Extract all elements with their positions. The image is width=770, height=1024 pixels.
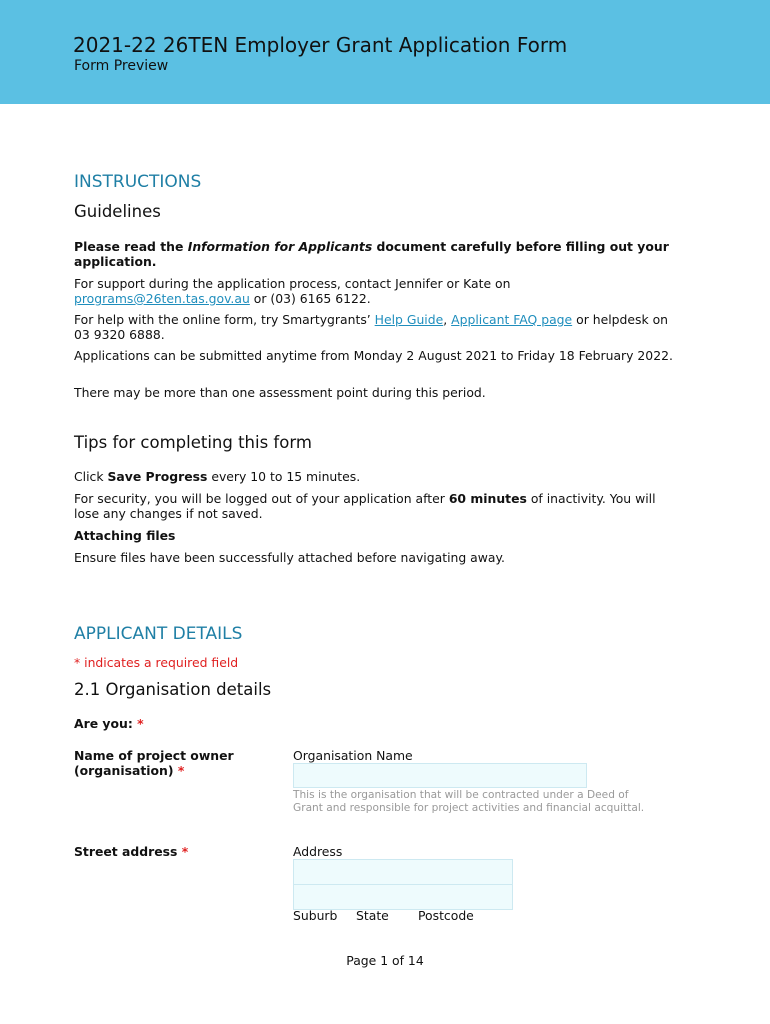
street-address-label: [74, 844, 188, 859]
attaching-files-text: Ensure files have been successfully attached before navigating away.: [74, 550, 505, 565]
required-star: *: [181, 844, 189, 859]
page-number: Page 1 of 14: [346, 953, 424, 968]
attaching-files-heading: Attaching files: [74, 528, 176, 543]
tip1-suffix: every 10 to 15 minutes.: [207, 469, 361, 484]
applicant-details-section-title: APPLICANT DETAILS: [74, 624, 243, 644]
project-owner-text: Name of project owner (organisation): [74, 748, 234, 778]
form-title: 2021-22 26TEN Employer Grant Application Form: [73, 33, 568, 57]
organisation-details-heading: 2.1 Organisation details: [74, 680, 272, 699]
online-help-paragraph: [74, 312, 674, 342]
project-owner-label: [74, 748, 264, 778]
address-line-1-input[interactable]: [293, 859, 513, 885]
tip1-prefix: Click: [74, 469, 108, 484]
tip2-suffix: of inactivity. You will lose any changes if not saved.: [74, 491, 656, 521]
assessment-note: There may be more than one assessment point during this period.: [74, 385, 486, 400]
required-star: *: [137, 716, 144, 731]
intro-suffix: document carefully before filling out your application.: [74, 239, 669, 269]
help-suffix: or helpdesk on 03 9320 6888.: [74, 312, 668, 342]
tip2-prefix: For security, you will be logged out of your application after: [74, 491, 449, 506]
are-you-label: [74, 716, 144, 731]
submission-dates: Applications can be submitted anytime from Monday 2 August 2021 to Friday 18 February 2022.: [74, 348, 673, 363]
address-caption: Address: [293, 844, 343, 859]
support-prefix: For support during the application process, contact Jennifer or Kate on: [74, 276, 511, 291]
instructions-section-title: INSTRUCTIONS: [74, 172, 202, 192]
suburb-caption: Suburb: [293, 908, 338, 923]
intro-prefix: Please read the: [74, 239, 188, 254]
help-guide-link[interactable]: Help Guide: [374, 312, 444, 327]
applicant-faq-link[interactable]: Applicant FAQ page: [451, 312, 573, 327]
guidelines-heading: Guidelines: [74, 202, 161, 221]
form-subtitle: Form Preview: [74, 58, 169, 74]
information-for-applicants-ref: Information for Applicants: [187, 239, 373, 254]
help-separator: ,: [443, 312, 452, 327]
tip2-bold: 60 minutes: [448, 491, 527, 506]
support-email-link[interactable]: programs@26ten.tas.gov.au: [74, 291, 250, 306]
address-line-2-input[interactable]: [293, 884, 513, 910]
support-suffix: or (03) 6165 6122.: [249, 291, 371, 306]
tips-heading: Tips for completing this form: [74, 433, 312, 452]
tip-security: [74, 491, 664, 521]
organisation-name-caption: Organisation Name: [293, 748, 413, 763]
required-star: *: [177, 763, 185, 778]
organisation-name-input[interactable]: [293, 763, 587, 788]
required-field-note: * indicates a required field: [74, 655, 239, 670]
street-address-text: Street address: [74, 844, 178, 859]
tip-save-progress: [74, 469, 674, 484]
guidelines-intro: [74, 239, 674, 269]
form-header: [0, 0, 770, 104]
support-paragraph: [74, 276, 674, 306]
postcode-caption: Postcode: [418, 908, 474, 923]
state-caption: State: [356, 908, 389, 923]
tip1-bold: Save Progress: [107, 469, 208, 484]
organisation-name-help: This is the organisation that will be contracted under a Deed of Grant and responsible for project activities and financial acquittal.: [293, 789, 645, 814]
help-prefix: For help with the online form, try Smartygrants’: [74, 312, 375, 327]
are-you-text: Are you:: [74, 716, 133, 731]
